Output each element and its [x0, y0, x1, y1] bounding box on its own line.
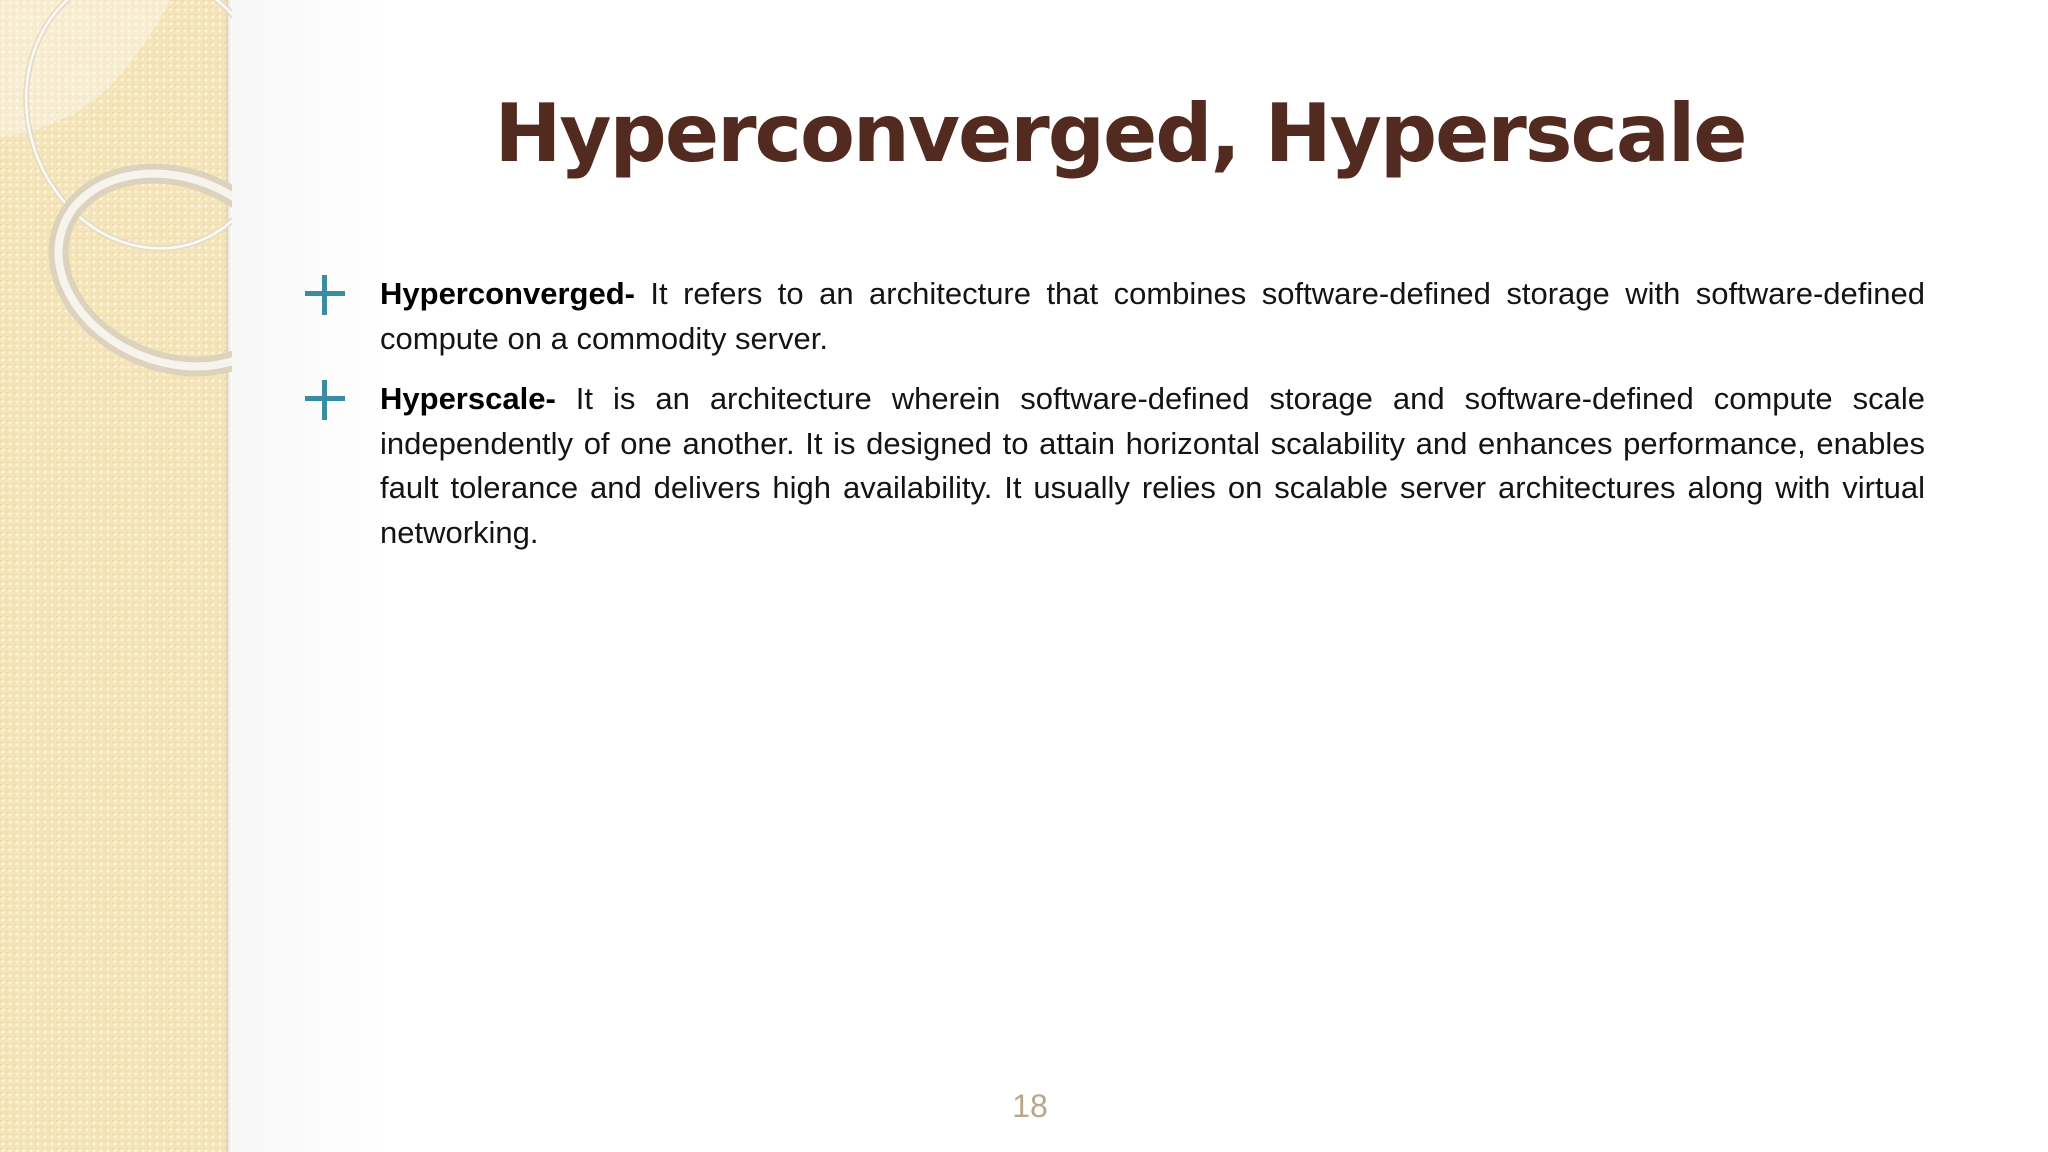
bullet-item-hyperconverged: [300, 272, 1925, 361]
bullet-text: It refers to an architecture that combines software-defined storage with software-defined compute on a commodity server.: [380, 276, 1925, 356]
slide-title: Hyperconverged, Hyperscale: [494, 87, 1746, 180]
bullet-term: Hyperscale-: [380, 381, 556, 416]
bullet-text: It is an architecture wherein software-defined storage and software-defined compute scale independently of one another. It is designed to attain horizontal scalability and enhances performance, enables fault tolerance and delivers high availability. It usually relies on scalable server architectures along with virtual networking.: [380, 381, 1925, 550]
plus-icon: [304, 274, 346, 316]
plus-icon: [304, 379, 346, 421]
bullet-term: Hyperconverged-: [380, 276, 635, 311]
bullet-item-hyperscale: [300, 377, 1925, 555]
page-number: 18: [1012, 1088, 1048, 1124]
bullet-list: [300, 272, 1925, 571]
swirl-decoration: [0, 0, 260, 420]
